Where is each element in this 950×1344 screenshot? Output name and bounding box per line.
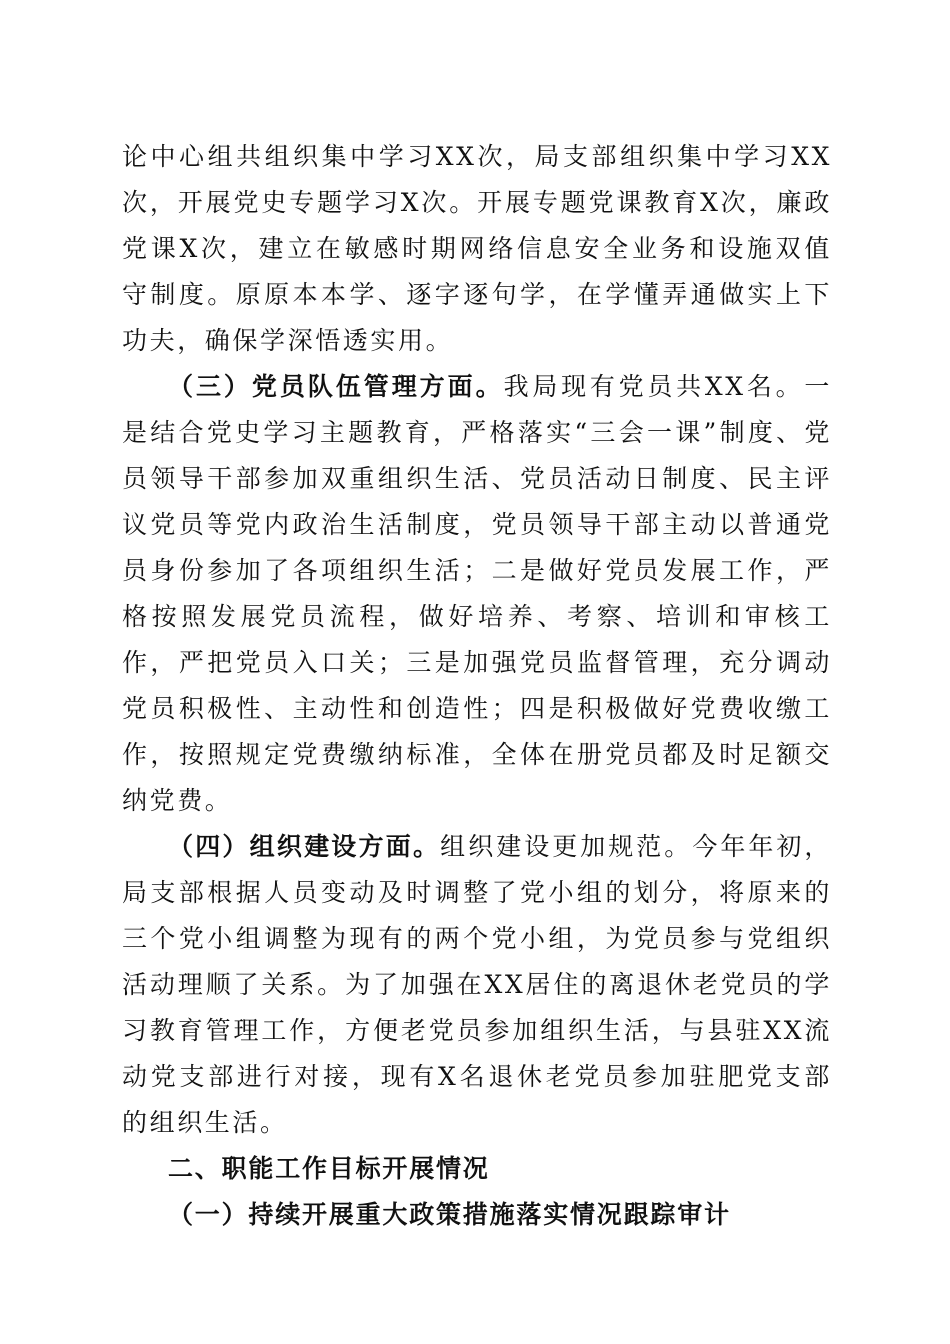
section-body-organization: 组织建设更加规范。今年年初，局支部根据人员变动及时调整了党小组的划分，将原来的三个党小组调整为现有的两个党小组，为党员参与党组织活动理顺了关系。为了加强在XX居住的离退休老党员的学习教育管理工作，方便老党员参加组织生活，与县驻XX流动党支部进行对接，现有X名退休老党员参加驻肥党支部的组织生活。 <box>122 832 832 1137</box>
section-title-organization: （四）组织建设方面。 <box>168 832 441 861</box>
heading-functional-work: 二、职能工作目标开展情况 <box>168 1154 490 1183</box>
section-title-party-members: （三）党员队伍管理方面。 <box>168 372 504 401</box>
paragraph-study-continuation: 论中心组共组织集中学习XX次，局支部组织集中学习XX次，开展党史专题学习X次。开展专题党课教育X次，廉政党课X次，建立在敏感时期网络信息安全业务和设施双值守制度。原原本本学、逐字逐句学，在学懂弄通做实上下功夫，确保学深悟透实用。 <box>122 142 832 355</box>
document-body <box>122 134 832 1238</box>
subheading-policy-audit: （一）持续开展重大政策措施落实情况跟踪审计 <box>168 1200 731 1229</box>
paragraph-party-member-management <box>122 364 832 824</box>
paragraph-organization-building <box>122 824 832 1146</box>
section-body-party-members: 我局现有党员共XX名。一是结合党史学习主题教育，严格落实“三会一课”制度、党员领导干部参加双重组织生活、党员活动日制度、民主评议党员等党内政治生活制度，党员领导干部主动以普通党员身份参加了各项组织生活；二是做好党员发展工作，严格按照发展党员流程，做好培养、考察、培训和审核工作，严把党员入口关；三是加强党员监督管理，充分调动党员积极性、主动性和创造性；四是积极做好党费收缴工作，按照规定党费缴纳标准，全体在册党员都及时足额交纳党费。 <box>122 372 832 815</box>
